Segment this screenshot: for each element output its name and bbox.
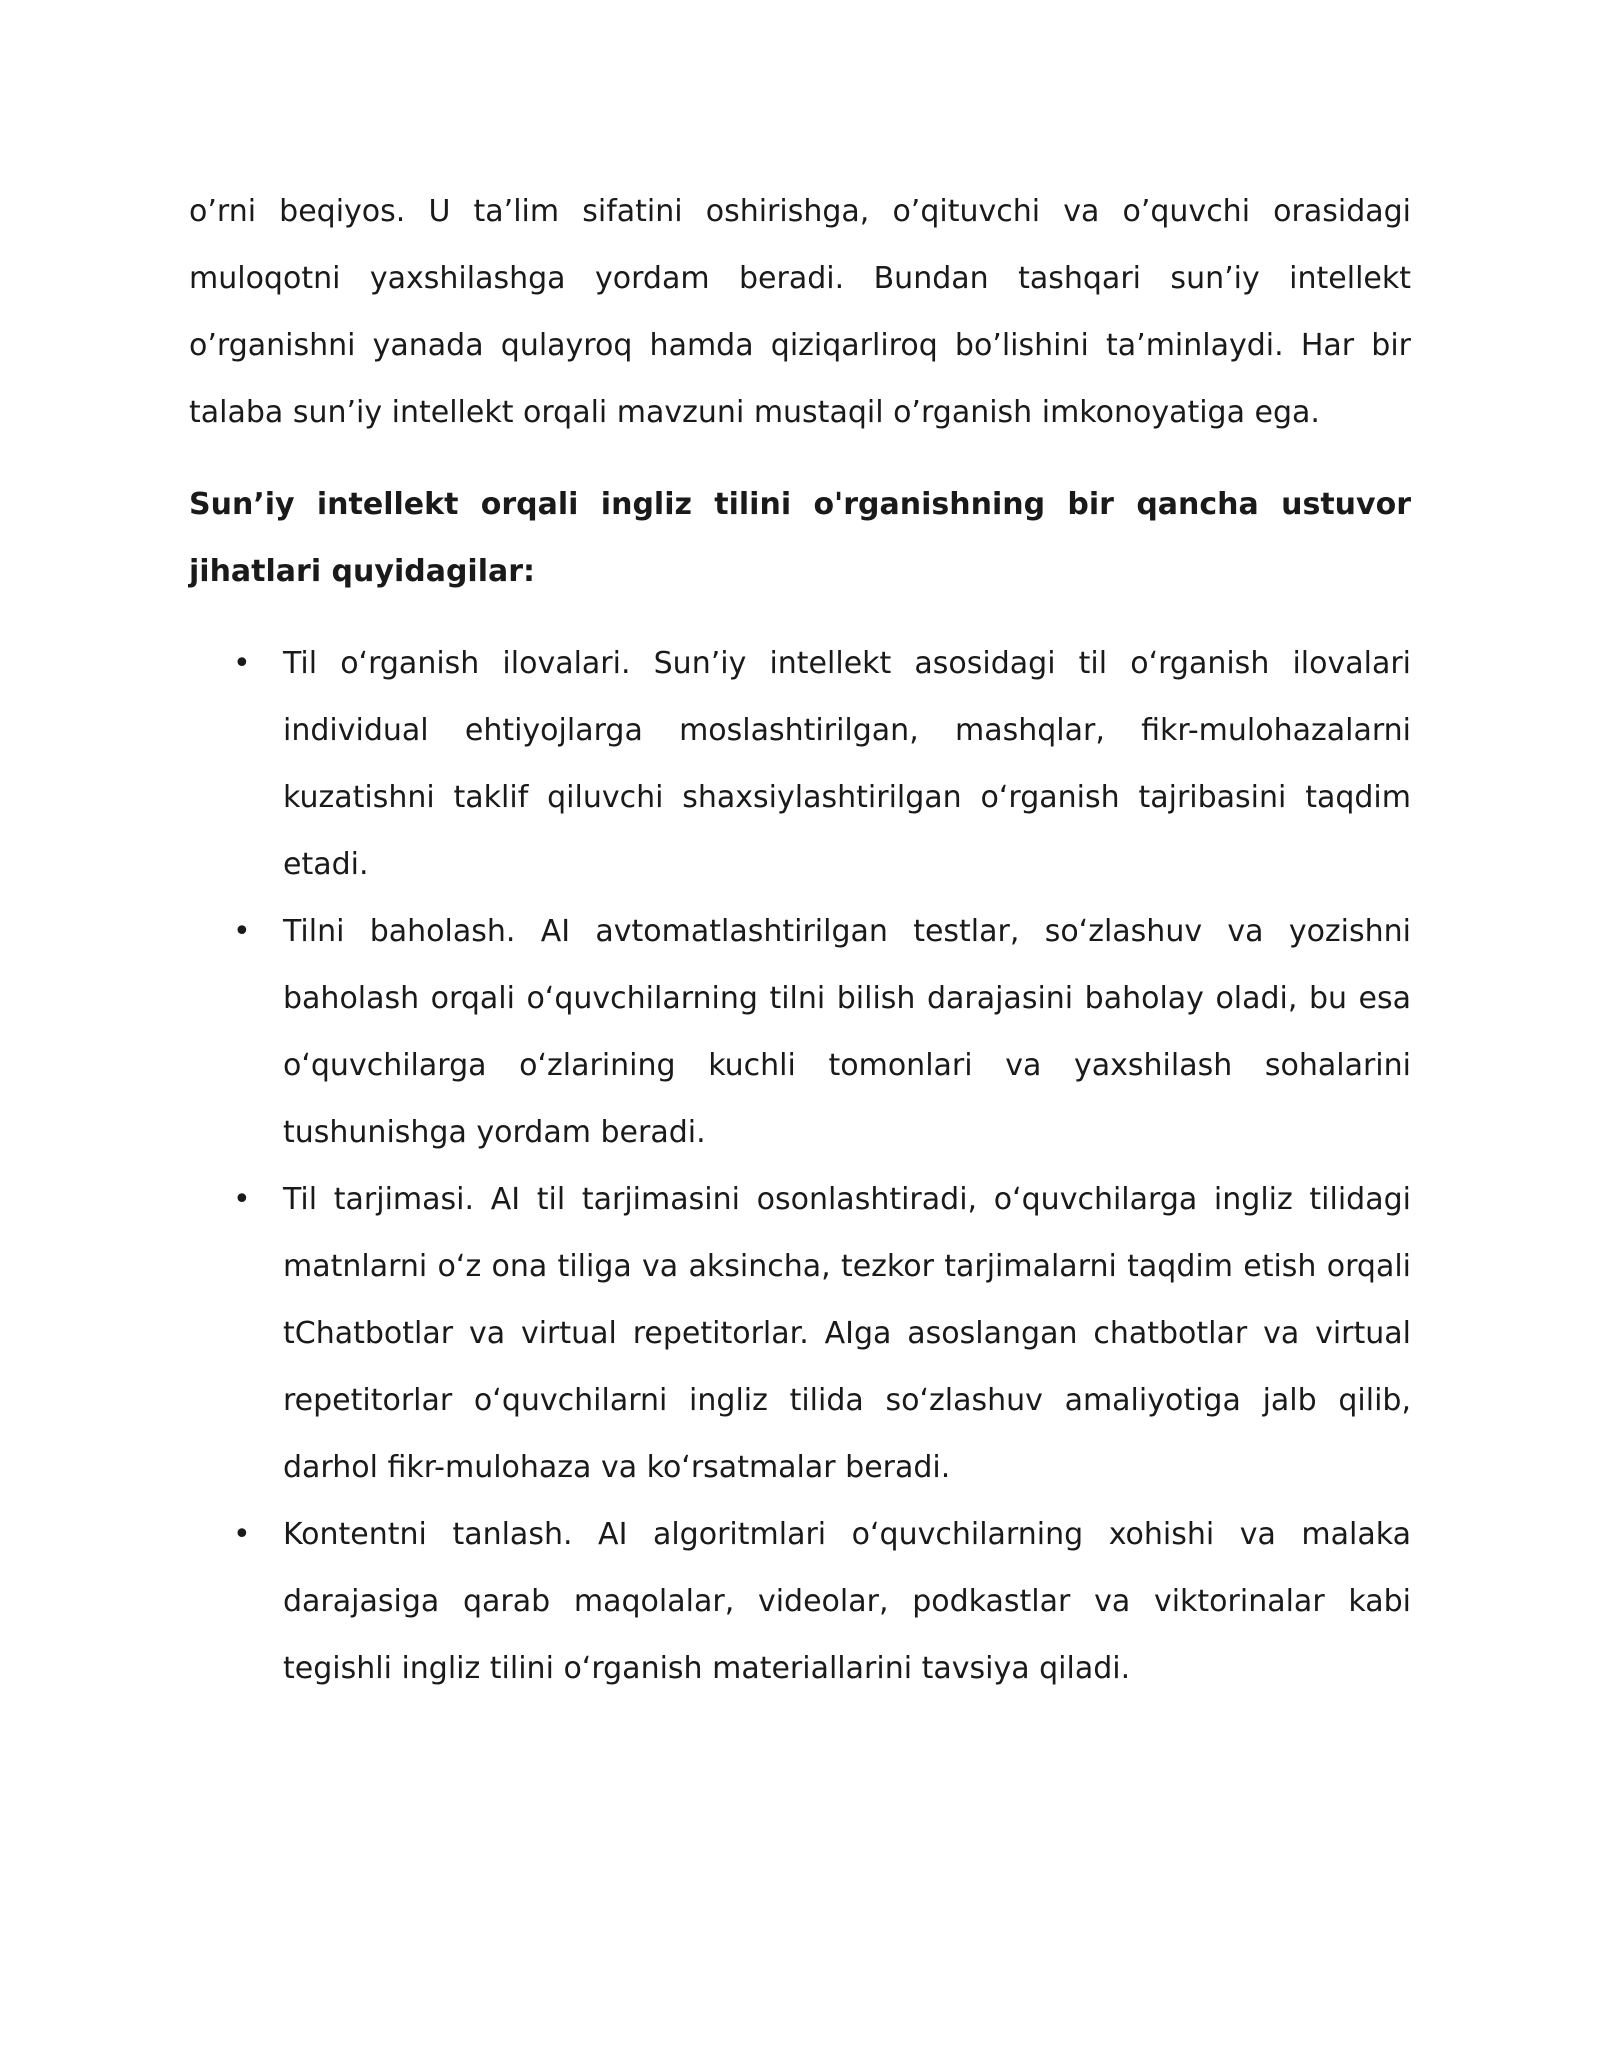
intro-paragraph: o’rni beqiyos. U ta’lim sifatini oshirishga, o’qituvchi va o’quvchi orasidagi muloqotni yaxshilashga yordam beradi. Bundan tashqari sun’iy intellekt o’rganishni yanada qulayroq hamda qiziqarliroq bo’lishini ta’minlaydi. Har bir talaba sun’iy intellekt orqali mavzuni mustaqil o’rganish imkonoyatiga ega. [189, 194, 1411, 430]
list-item [189, 898, 1411, 1166]
list-item-text: Tilni baholash. AI avtomatlashtirilgan testlar, so‘zlashuv va yozishni baholash orqali o‘quvchilarning tilni bilish darajasini baholay oladi, bu esa o‘quvchilarga o‘zlarining kuchli tomonlari va yaxshilash sohalarini tushunishga yordam beradi. [283, 914, 1411, 1150]
bullet-icon: • [233, 646, 251, 681]
list-item [189, 630, 1411, 898]
document-body [189, 178, 1411, 1702]
section-heading: Sun’iy intellekt orqali ingliz tilini o'rganishning bir qancha ustuvor jihatlari quyidagilar: [189, 487, 1411, 589]
bullet-list [189, 630, 1411, 1702]
list-item [189, 1501, 1411, 1702]
list-item-text: Kontentni tanlash. AI algoritmlari o‘quvchilarning xohishi va malaka darajasiga qarab maqolalar, videolar, podkastlar va viktorinalar kabi tegishli ingliz tilini o‘rganish materiallarini tavsiya qiladi. [283, 1517, 1411, 1686]
bullet-icon: • [233, 1182, 251, 1217]
bullet-icon: • [233, 914, 251, 949]
bullet-icon: • [233, 1517, 251, 1552]
list-item [189, 1166, 1411, 1501]
list-item-text: Til o‘rganish ilovalari. Sun’iy intellekt asosidagi til o‘rganish ilovalari individual ehtiyojlarga moslashtirilgan, mashqlar, fikr-mulohazalarni kuzatishni taklif qiluvchi shaxsiylashtirilgan o‘rganish tajribasini taqdim etadi. [283, 646, 1411, 882]
list-item-text: Til tarjimasi. AI til tarjimasini osonlashtiradi, o‘quvchilarga ingliz tilidagi matnlarni o‘z ona tiliga va aksincha, tezkor tarjimalarni taqdim etish orqali tChatbotlar va virtual repetitorlar. AIga asoslangan chatbotlar va virtual repetitorlar o‘quvchilarni ingliz tilida so‘zlashuv amaliyotiga jalb qilib, darhol fikr-mulohaza va ko‘rsatmalar beradi. [283, 1182, 1411, 1485]
